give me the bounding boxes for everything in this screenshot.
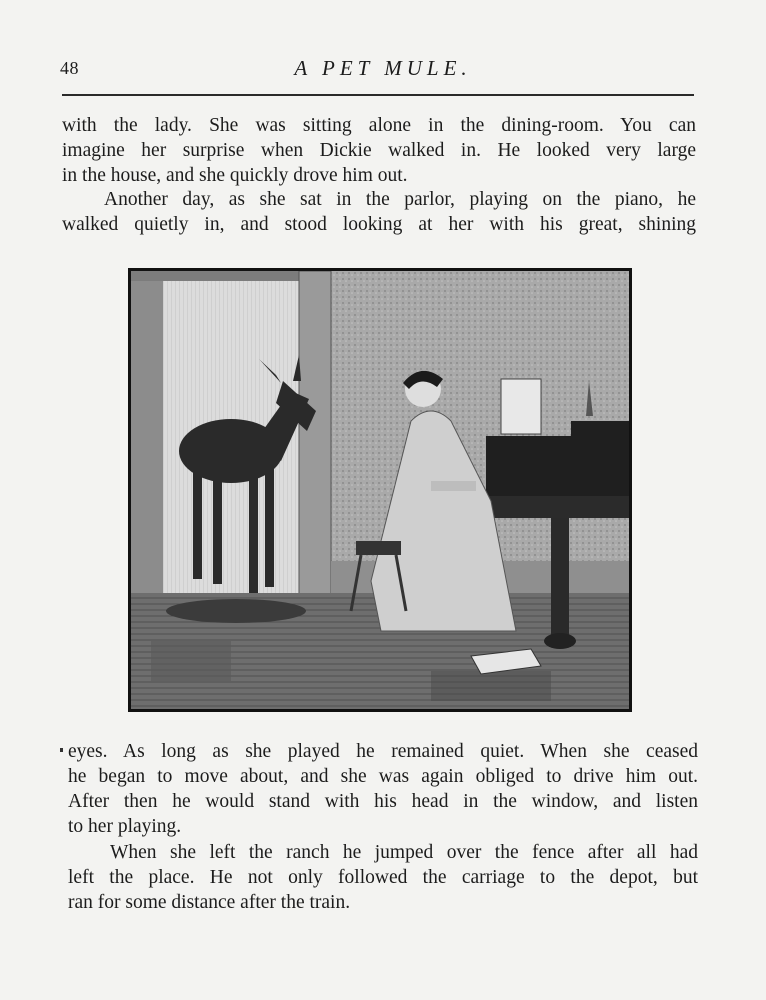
paragraph-1	[62, 113, 696, 188]
text-line: with the lady. She was sitting alone in the dining-room. You can	[62, 115, 696, 136]
text-line: When she left the ranch he jumped over the fence after all had	[110, 842, 698, 863]
text-line: walked quietly in, and stood looking at her with his great, shining	[62, 214, 696, 235]
page-number: 48	[60, 58, 79, 78]
paragraph-4	[68, 840, 698, 915]
text-line: ran for some distance after the train.	[68, 892, 351, 913]
text-line: left the place. He not only followed the carriage to the depot, but	[68, 867, 698, 888]
text-line: in the house, and she quickly drove him out.	[62, 165, 408, 186]
illustration-mule-and-pianist	[128, 268, 632, 712]
paragraph-2	[62, 187, 696, 237]
text-line: imagine her surprise when Dickie walked in. He looked very large	[62, 140, 696, 161]
header-rule	[62, 94, 694, 96]
paragraph-3	[68, 739, 698, 839]
text-line: Another day, as she sat in the parlor, playing on the piano, he	[104, 189, 696, 210]
running-title: A PET MULE.	[294, 56, 472, 80]
text-line: to her playing.	[68, 816, 182, 837]
text-line: eyes. As long as she played he remained quiet. When she ceased	[68, 741, 698, 762]
stray-mark	[60, 748, 63, 752]
text-line: After then he would stand with his head in the window, and listen	[68, 791, 698, 812]
text-line: he began to move about, and she was again obliged to drive him out.	[68, 766, 698, 787]
